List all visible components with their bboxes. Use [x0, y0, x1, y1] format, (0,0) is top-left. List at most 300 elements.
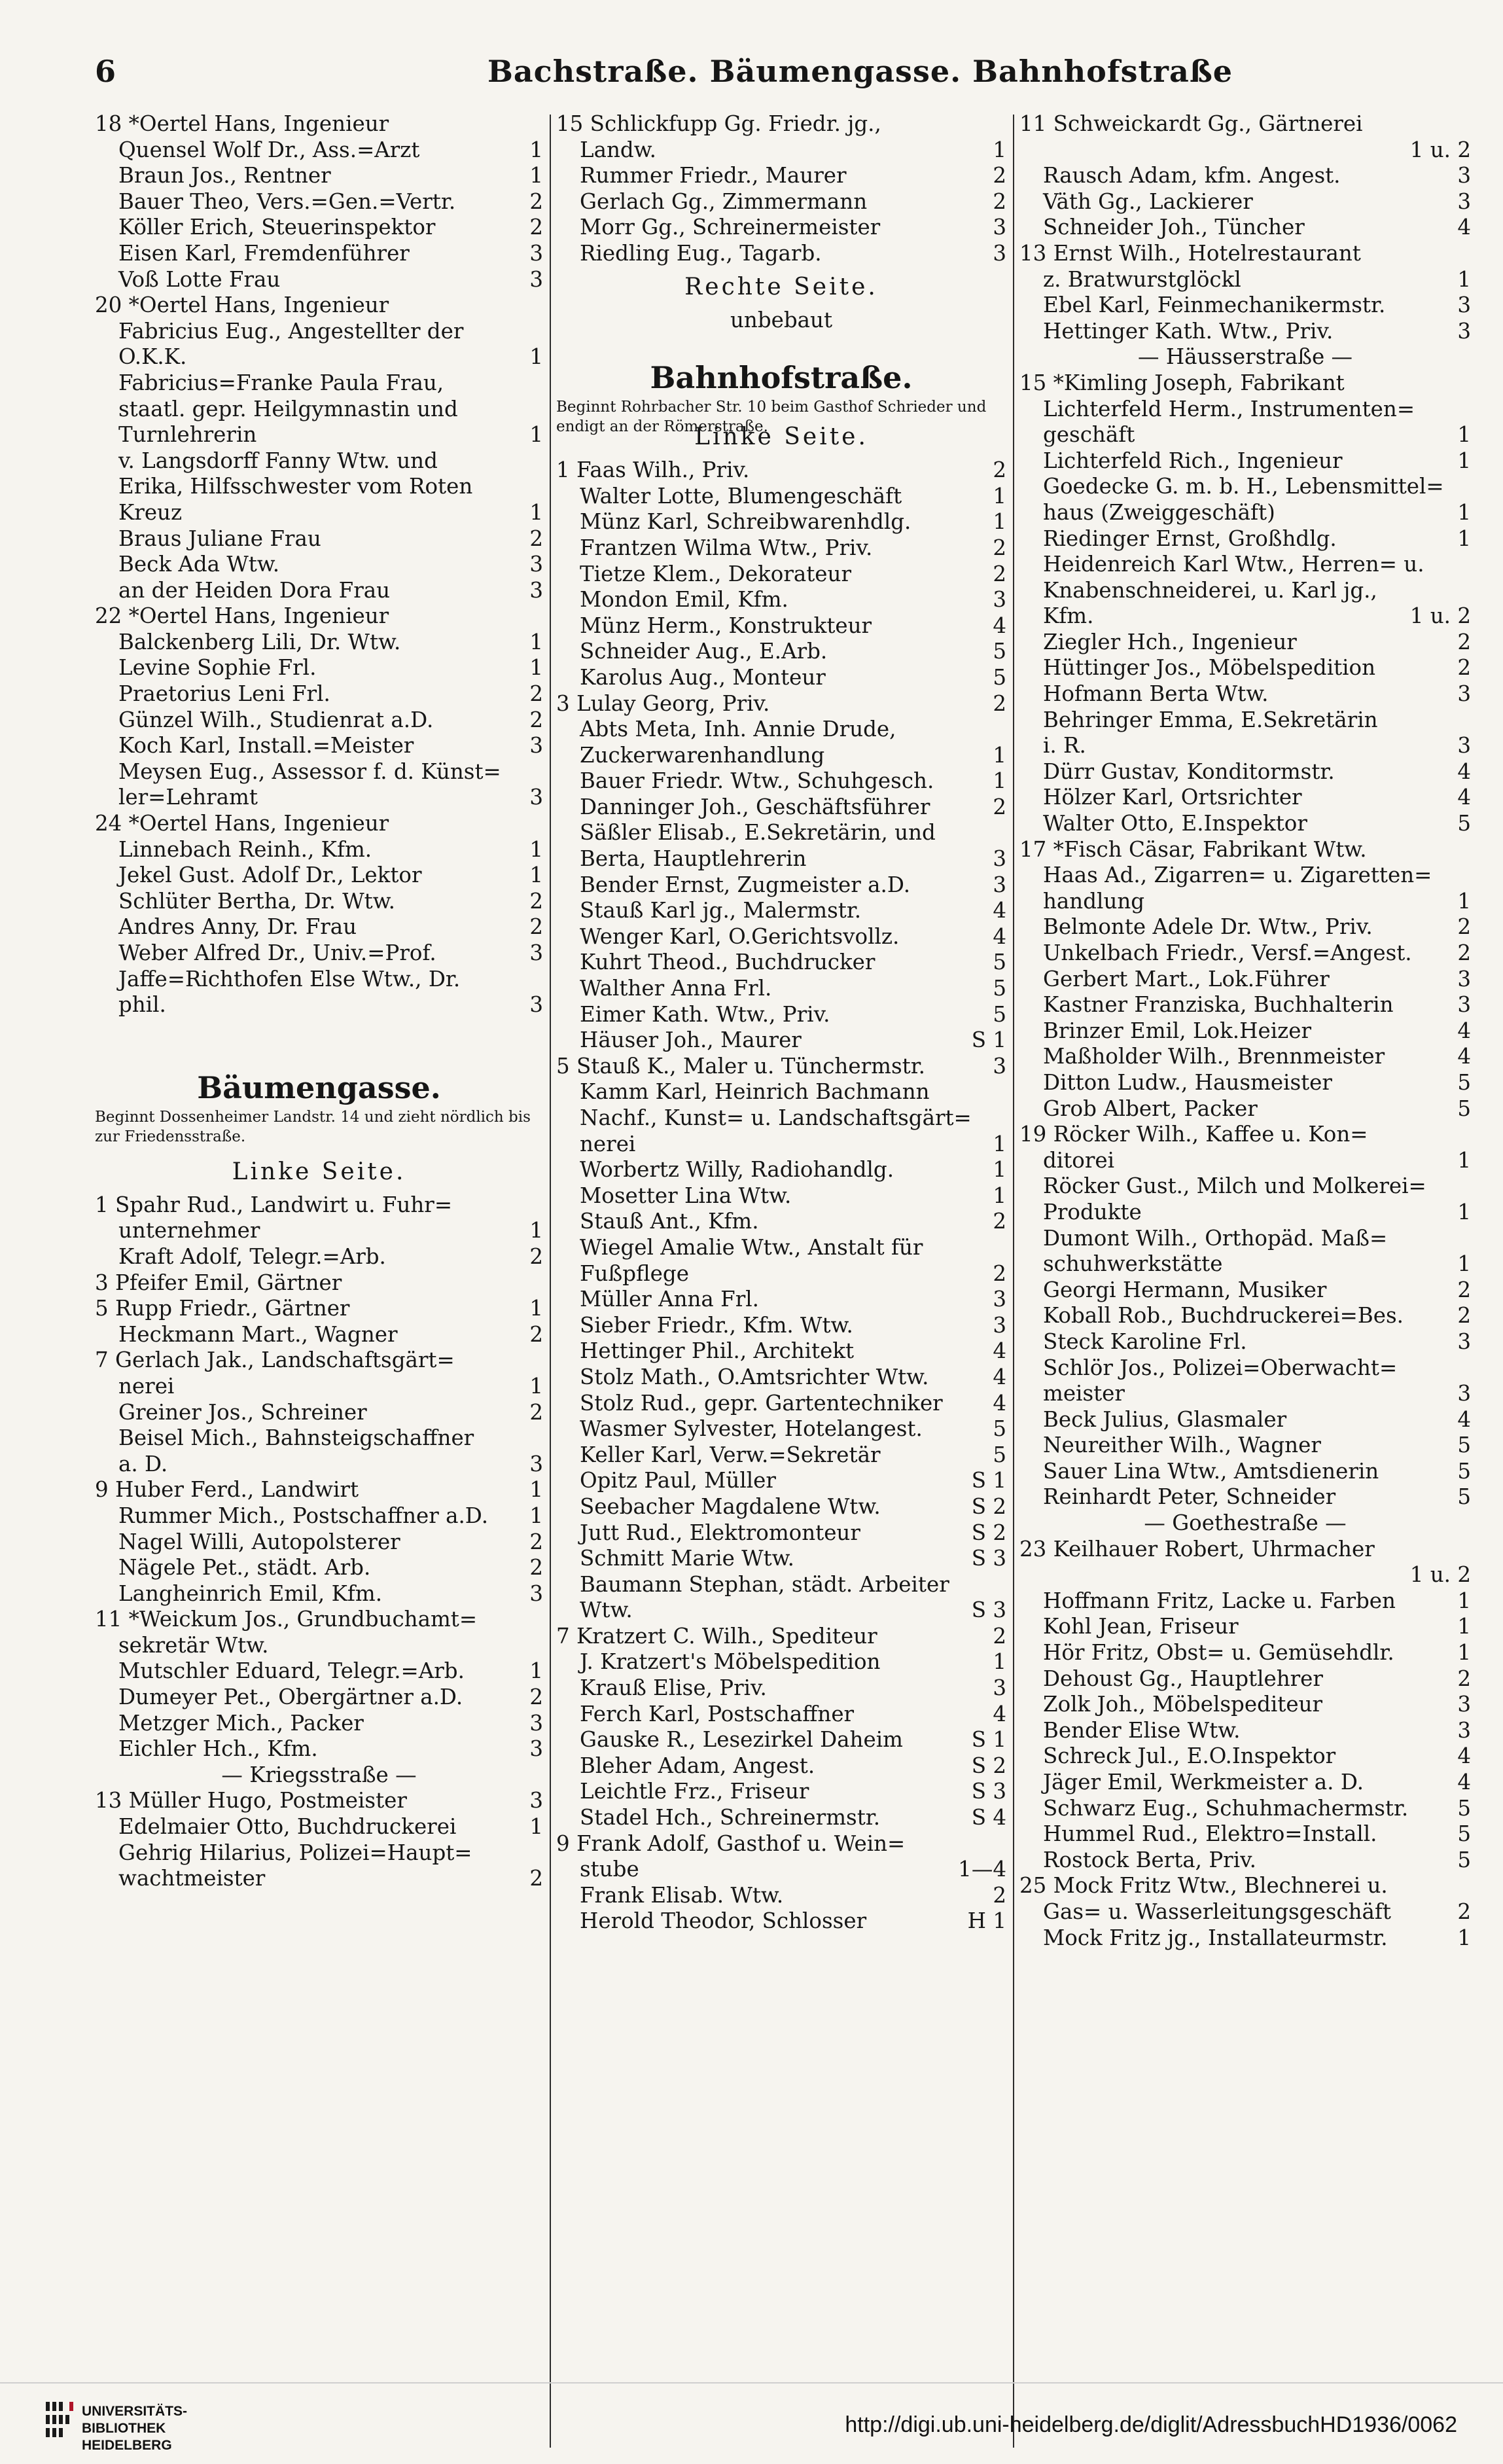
column-divider [550, 115, 551, 2448]
directory-entry [1019, 1614, 1471, 1640]
directory-entry [1019, 1044, 1471, 1070]
directory-entry [1019, 733, 1471, 759]
floor-number: 2 [529, 1685, 543, 1710]
entry-text: Bleher Adam, Angest. [580, 1753, 815, 1778]
floor-number: 3 [993, 1675, 1006, 1701]
directory-entry [556, 1442, 1006, 1469]
entry-text: Schreck Jul., E.O.Inspektor [1043, 1743, 1336, 1769]
floor-number: 5 [1457, 1821, 1471, 1847]
directory-entry [95, 1425, 543, 1452]
entry-text: Produkte [1043, 1199, 1142, 1224]
directory-entry [95, 397, 543, 423]
entry-text: Gerbert Mart., Lok.Führer [1043, 966, 1330, 991]
entry-text: Sieber Friedr., Kfm. Wtw. [580, 1312, 853, 1338]
entry-text: Lichterfeld Herm., Instrumenten= [1043, 396, 1415, 421]
directory-entry [556, 1054, 1006, 1080]
floor-number: 1 [529, 163, 543, 188]
directory-entry [556, 717, 1006, 743]
floor-number: S 2 [971, 1493, 1006, 1519]
entry-text: Hofmann Berta Wtw. [1043, 681, 1269, 707]
directory-entry [1019, 189, 1471, 215]
directory-entry [1019, 1251, 1471, 1277]
entry-text: Heckmann Mart., Wagner [118, 1321, 398, 1347]
directory-entry [95, 1192, 543, 1219]
floor-number: 3 [1457, 188, 1471, 214]
entry-text: i. R. [1043, 733, 1086, 759]
directory-entry [556, 639, 1006, 665]
entry-text: Mock Fritz jg., Installateurmstr. [1043, 1925, 1388, 1950]
entry-text: Dumont Wilh., Orthopäd. Maß= [1043, 1225, 1388, 1251]
entry-text: Nagel Willi, Autopolsterer [118, 1529, 400, 1554]
floor-number: S 3 [971, 1598, 1006, 1623]
entry-text: 3 Pfeifer Emil, Gärtner [95, 1270, 342, 1295]
directory-entry [1019, 1433, 1471, 1459]
entry-text: Erika, Hilfsschwester vom Roten [118, 474, 473, 499]
entry-text: Lichterfeld Rich., Ingenieur [1043, 448, 1343, 473]
directory-entry [95, 370, 543, 397]
entry-text: Müller Anna Frl. [580, 1287, 759, 1312]
entry-text: z. Bratwurstglöckl [1043, 266, 1241, 292]
entry-text: 7 Kratzert C. Wilh., Spediteur [556, 1623, 877, 1649]
entry-text: Schlör Jos., Polizei=Oberwacht= [1043, 1355, 1398, 1380]
library-logo-text [82, 2403, 187, 2454]
floor-number: 2 [529, 914, 543, 940]
entry-text: 15 *Kimling Joseph, Fabrikant [1019, 370, 1345, 395]
directory-entry [95, 1218, 543, 1244]
floor-number: 2 [529, 526, 543, 551]
floor-number: 4 [993, 898, 1006, 923]
directory-entry [556, 535, 1006, 562]
entry-text: Unkelbach Friedr., Versf.=Angest. [1043, 940, 1412, 965]
directory-entry [556, 743, 1006, 769]
entry-text: Beginnt Dossenheimer Landstr. 14 und zieht nördlich bis zur Friedensstraße. [95, 1108, 531, 1145]
directory-entry [1019, 707, 1471, 734]
floor-number: S 2 [971, 1753, 1006, 1778]
floor-number: 5 [1457, 811, 1471, 836]
entry-text: Ziegler Hch., Ingenieur [1043, 629, 1297, 654]
directory-entry [95, 1296, 543, 1322]
directory-entry [556, 587, 1006, 613]
floor-number: 2 [993, 561, 1006, 586]
entry-text: Sauer Lina Wtw., Amtsdienerin [1043, 1458, 1379, 1484]
side-heading [556, 267, 1006, 308]
directory-entry [1019, 1148, 1471, 1174]
directory-entry [556, 1857, 1006, 1883]
entry-text: Quensel Wolf Dr., Ass.=Arzt [118, 137, 420, 162]
entry-text: nerei [118, 1373, 175, 1399]
floor-number: 2 [993, 535, 1006, 560]
floor-number: 1 [529, 836, 543, 862]
directory-entry [95, 785, 543, 811]
entry-text: Frantzen Wilma Wtw., Priv. [580, 535, 873, 560]
entry-text: Kfm. [1043, 603, 1094, 629]
entry-text: Kraft Adolf, Telegr.=Arb. [118, 1243, 386, 1269]
entry-text: Zolk Joh., Möbelspediteur [1043, 1692, 1323, 1717]
directory-entry [1019, 1277, 1471, 1304]
entry-text: Maßholder Wilh., Brennmeister [1043, 1044, 1385, 1069]
entry-text: Jaffe=Richthofen Else Wtw., Dr. [118, 966, 461, 991]
directory-entry [95, 992, 543, 1018]
entry-text: Rechte Seite. [684, 273, 878, 300]
entry-text: Karolus Aug., Monteur [580, 664, 826, 690]
entry-text: Metzger Mich., Packer [118, 1710, 364, 1736]
floor-number: 3 [529, 940, 543, 965]
entry-text: Danninger Joh., Geschäftsführer [580, 794, 930, 819]
entry-text: 17 *Fisch Cäsar, Fabrikant Wtw. [1019, 836, 1367, 862]
source-url[interactable]: http://digi.ub.uni-heidelberg.de/diglit/AdressbuchHD1936/0062 [845, 2412, 1457, 2437]
floor-number: 2 [529, 707, 543, 732]
floor-number: 1 u. 2 [1409, 603, 1471, 629]
floor-number: 3 [993, 1287, 1006, 1312]
page-number: 6 [95, 54, 116, 89]
entry-text: handlung [1043, 888, 1145, 914]
floor-number: 2 [529, 888, 543, 914]
floor-number: 2 [1457, 1277, 1471, 1302]
floor-number: 1 u. 2 [1409, 1562, 1471, 1588]
directory-entry [95, 603, 543, 630]
directory-entry [95, 1658, 543, 1685]
floor-number: 5 [1457, 1484, 1471, 1510]
floor-number: 4 [993, 923, 1006, 949]
entry-text: Fabricius=Franke Paula Frau, [118, 370, 444, 395]
floor-number: 5 [993, 1416, 1006, 1442]
footer-divider [0, 2382, 1503, 2384]
directory-entry [556, 898, 1006, 924]
floor-number: H 1 [967, 1908, 1006, 1934]
floor-number: 2 [1457, 940, 1471, 965]
entry-text: Schwarz Eug., Schuhmachermstr. [1043, 1795, 1409, 1821]
directory-entry [1019, 319, 1471, 345]
entry-text: Rummer Friedr., Maurer [580, 163, 847, 188]
directory-entry [1019, 215, 1471, 241]
floor-number: 3 [1457, 293, 1471, 318]
floor-number: 5 [1457, 1433, 1471, 1458]
floor-number: 2 [993, 1209, 1006, 1234]
directory-entry [1019, 1821, 1471, 1848]
directory-entry [95, 1452, 543, 1478]
directory-entry [95, 137, 543, 164]
entry-text: 11 *Weickum Jos., Grundbuchamt= [95, 1607, 478, 1632]
floor-number: 4 [1457, 1406, 1471, 1432]
directory-entry [95, 422, 543, 448]
directory-entry [1019, 630, 1471, 656]
entry-text: Koball Rob., Buchdruckerei=Bes. [1043, 1303, 1404, 1329]
directory-entry [95, 1244, 543, 1270]
entry-text: Stolz Rud., gepr. Gartentechniker [580, 1390, 943, 1416]
directory-entry [95, 1762, 543, 1789]
directory-entry [1019, 267, 1471, 293]
floor-number: 2 [529, 1321, 543, 1347]
directory-entry [556, 163, 1006, 189]
entry-text: Linnebach Reinh., Kfm. [118, 836, 372, 862]
directory-entry [556, 795, 1006, 821]
entry-text: 15 Schlickfupp Gg. Friedr. jg., [556, 111, 881, 136]
directory-entry [556, 1468, 1006, 1494]
entry-text: Wenger Karl, O.Gerichtsvollz. [580, 923, 900, 949]
entry-text: 1 Spahr Rud., Landwirt u. Fuhr= [95, 1192, 453, 1217]
entry-text: Levine Sophie Frl. [118, 655, 317, 681]
directory-entry [556, 924, 1006, 950]
directory-entry [556, 1702, 1006, 1728]
logo-line: HEIDELBERG [82, 2438, 172, 2453]
entry-text: an der Heiden Dora Frau [118, 577, 391, 603]
directory-entry [556, 484, 1006, 510]
directory-entry [556, 189, 1006, 215]
entry-text: Bauer Theo, Vers.=Gen.=Vertr. [118, 188, 456, 214]
entry-text: Walther Anna Frl. [580, 976, 772, 1001]
directory-entry [95, 215, 543, 241]
entry-text: Mosetter Lina Wtw. [580, 1183, 792, 1208]
floor-number: 2 [529, 1866, 543, 1891]
floor-number: 1 [1457, 1614, 1471, 1639]
floor-number: 1 [529, 499, 543, 525]
entry-text: Eisen Karl, Fremdenführer [118, 240, 410, 266]
floor-number: 1 [1457, 1588, 1471, 1613]
entry-text: Steck Karoline Frl. [1043, 1329, 1247, 1354]
entry-text: Dürr Gustav, Konditormstr. [1043, 759, 1335, 784]
floor-number: 1 [1457, 422, 1471, 448]
entry-text: Beck Ada Wtw. [118, 552, 280, 577]
floor-number: 3 [993, 240, 1006, 266]
entry-text: Ditton Ludw., Hausmeister [1043, 1069, 1332, 1095]
entry-text: Kamm Karl, Heinrich Bachmann [580, 1079, 930, 1105]
directory-entry [556, 1002, 1006, 1028]
entry-text: Kreuz [118, 499, 183, 525]
directory-entry [1019, 1562, 1471, 1588]
directory-entry [556, 1598, 1006, 1624]
floor-number: 1—4 [958, 1857, 1006, 1882]
directory-entry [556, 1157, 1006, 1183]
directory-entry [95, 759, 543, 785]
floor-number: 4 [1457, 1743, 1471, 1769]
directory-entry [95, 940, 543, 967]
entry-text: 9 Frank Adolf, Gasthof u. Wein= [556, 1830, 906, 1856]
floor-number: 1 [1457, 888, 1471, 914]
floor-number: 3 [1457, 163, 1471, 188]
entry-text: Greiner Jos., Schreiner [118, 1399, 367, 1425]
directory-entry [556, 308, 1006, 334]
directory-entry [1019, 137, 1471, 164]
directory-entry [556, 820, 1006, 846]
entry-text: Koch Karl, Install.=Meister [118, 733, 414, 759]
directory-entry [1019, 1173, 1471, 1200]
entry-text: Ebel Karl, Feinmechanikermstr. [1043, 293, 1386, 318]
floor-number: 5 [1457, 1096, 1471, 1121]
directory-entry [95, 1685, 543, 1711]
floor-number: 5 [993, 1442, 1006, 1467]
directory-entry [556, 1675, 1006, 1702]
directory-entry [1019, 1122, 1471, 1148]
entry-text: schuhwerkstätte [1043, 1251, 1223, 1277]
entry-text: Morr Gg., Schreinermeister [580, 215, 881, 240]
entry-text: Landw. [580, 137, 656, 162]
floor-number: 3 [993, 587, 1006, 613]
entry-text: Dumeyer Pet., Obergärtner a.D. [118, 1685, 463, 1710]
entry-text: Grob Albert, Packer [1043, 1096, 1258, 1121]
directory-entry [1019, 1899, 1471, 1925]
directory-entry [1019, 500, 1471, 526]
floor-number: 1 [993, 1649, 1006, 1675]
entry-text: 20 *Oertel Hans, Ingenieur [95, 293, 389, 318]
entry-text: 13 Müller Hugo, Postmeister [95, 1788, 407, 1813]
directory-entry [556, 976, 1006, 1002]
street-heading [556, 358, 1006, 397]
directory-entry [1019, 1770, 1471, 1796]
floor-number: 1 [529, 629, 543, 654]
entry-text: Hölzer Karl, Ortsrichter [1043, 785, 1302, 810]
entry-text: stube [580, 1857, 639, 1882]
directory-entry [1019, 370, 1471, 397]
entry-text: Abts Meta, Inh. Annie Drude, [580, 717, 896, 742]
directory-entry [95, 1788, 543, 1814]
floor-number: 3 [1457, 1329, 1471, 1354]
entry-text: Münz Karl, Schreibwarenhdlg. [580, 509, 911, 535]
directory-entry [556, 1727, 1006, 1753]
entry-text: Belmonte Adele Dr. Wtw., Priv. [1043, 914, 1373, 940]
directory-entry [556, 665, 1006, 691]
directory-entry [95, 1322, 543, 1348]
directory-entry [556, 509, 1006, 535]
directory-entry [556, 1079, 1006, 1105]
floor-number: 3 [993, 1053, 1006, 1079]
entry-text: Langheinrich Emil, Kfm. [118, 1580, 383, 1606]
directory-entry [95, 1400, 543, 1426]
directory-entry [556, 1908, 1006, 1935]
entry-text: Hettinger Kath. Wtw., Priv. [1043, 318, 1334, 344]
floor-number: 4 [993, 1364, 1006, 1389]
directory-entry [1019, 837, 1471, 863]
entry-text: haus (Zweiggeschäft) [1043, 499, 1275, 525]
directory-entry [1019, 1329, 1471, 1355]
directory-entry [1019, 1381, 1471, 1407]
directory-entry [556, 111, 1006, 137]
directory-entry [1019, 914, 1471, 940]
entry-text: Berta, Hauptlehrerin [580, 846, 807, 872]
entry-text: Mondon Emil, Kfm. [580, 587, 788, 613]
entry-text: 3 Lulay Georg, Priv. [556, 690, 770, 716]
directory-entry [95, 1840, 543, 1866]
directory-entry [556, 1805, 1006, 1831]
directory-entry [556, 241, 1006, 267]
floor-number: 3 [529, 240, 543, 266]
entry-text: 9 Huber Ferd., Landwirt [95, 1477, 359, 1503]
column-divider [1013, 115, 1014, 2448]
directory-entry [1019, 1226, 1471, 1252]
entry-text: Weber Alfred Dr., Univ.=Prof. [118, 940, 436, 965]
spacer [95, 1018, 543, 1043]
entry-text: Haas Ad., Zigarren= u. Zigaretten= [1043, 863, 1432, 888]
floor-number: 3 [1457, 966, 1471, 991]
floor-number: 4 [1457, 1018, 1471, 1043]
directory-entry [1019, 1484, 1471, 1510]
directory-entry [95, 1814, 543, 1840]
floor-number: 1 [529, 655, 543, 681]
entry-text: Gerlach Gg., Zimmermann [580, 188, 868, 214]
directory-entry [1019, 1873, 1471, 1899]
directory-entry [95, 837, 543, 863]
directory-entry [1019, 603, 1471, 630]
entry-text: Leichtle Frz., Friseur [580, 1779, 809, 1804]
directory-entry [95, 344, 543, 370]
entry-text: Herold Theodor, Schlosser [580, 1908, 867, 1934]
directory-entry [95, 448, 543, 474]
directory-entry [95, 1503, 543, 1529]
directory-entry [1019, 889, 1471, 915]
floor-number: 3 [529, 266, 543, 292]
entry-text: Köller Erich, Steuerinspektor [118, 215, 436, 240]
directory-entry [556, 1105, 1006, 1132]
entry-text: Braun Jos., Rentner [118, 163, 331, 188]
entry-text: — Häusserstraße — [1137, 344, 1353, 370]
directory-entry [556, 846, 1006, 872]
floor-number: 2 [993, 690, 1006, 716]
directory-entry [556, 1313, 1006, 1339]
entry-text: ler=Lehramt [118, 785, 258, 810]
entry-text: Reinhardt Peter, Schneider [1043, 1484, 1336, 1510]
entry-text: Seebacher Magdalene Wtw. [580, 1493, 881, 1519]
entry-text: Linke Seite. [232, 1158, 406, 1185]
floor-number: 1 [529, 1814, 543, 1840]
floor-number: 3 [529, 733, 543, 759]
entry-text: Schmitt Marie Wtw. [580, 1546, 794, 1571]
entry-text: Wiegel Amalie Wtw., Anstalt für [580, 1234, 923, 1260]
directory-entry [1019, 1743, 1471, 1770]
floor-number: 2 [529, 215, 543, 240]
entry-text: Turnlehrerin [118, 422, 257, 448]
floor-number: 1 [529, 422, 543, 448]
directory-entry [95, 1348, 543, 1374]
entry-text: Jekel Gust. Adolf Dr., Lektor [118, 863, 422, 888]
directory-column-2 [556, 111, 1006, 1935]
entry-text: Tietze Klem., Dekorateur [580, 561, 851, 586]
entry-text: v. Langsdorff Fanny Wtw. und [118, 448, 438, 473]
entry-text: 11 Schweickardt Gg., Gärtnerei [1019, 111, 1363, 136]
directory-entry [1019, 474, 1471, 500]
directory-entry [556, 1831, 1006, 1857]
directory-entry [95, 630, 543, 656]
entry-text: Andres Anny, Dr. Frau [118, 914, 357, 940]
entry-text: Behringer Emma, E.Sekretärin [1043, 707, 1378, 732]
entry-text: Eimer Kath. Wtw., Priv. [580, 1001, 830, 1027]
directory-entry [1019, 863, 1471, 889]
entry-text: Opitz Paul, Müller [580, 1468, 776, 1493]
floor-number: 3 [993, 1312, 1006, 1338]
entry-text: Dehoust Gg., Hauptlehrer [1043, 1666, 1323, 1691]
entry-text: Beck Julius, Glasmaler [1043, 1406, 1287, 1432]
entry-text: Hüttinger Jos., Möbelspedition [1043, 655, 1376, 681]
directory-entry [95, 552, 543, 578]
floor-number: 3 [1457, 681, 1471, 707]
floor-number: 4 [1457, 1770, 1471, 1794]
directory-entry [556, 1416, 1006, 1442]
directory-entry [95, 889, 543, 915]
directory-entry [556, 1027, 1006, 1054]
floor-number: 2 [993, 188, 1006, 214]
entry-text: Kastner Franziska, Buchhalterin [1043, 992, 1394, 1018]
directory-column-1 [95, 111, 543, 1892]
entry-text: 18 *Oertel Hans, Ingenieur [95, 111, 389, 136]
entry-text: Bauer Friedr. Wtw., Schuhgesch. [580, 768, 934, 794]
floor-number: 2 [1457, 914, 1471, 940]
floor-number: S 1 [971, 1027, 1006, 1053]
directory-entry [556, 562, 1006, 588]
entry-text: Meysen Eug., Assessor f. d. Künst= [118, 759, 501, 784]
directory-entry [1019, 578, 1471, 604]
entry-text: Worbertz Willy, Radiohandlg. [580, 1157, 894, 1183]
floor-number: 5 [993, 950, 1006, 975]
entry-text: unbebaut [730, 307, 833, 332]
directory-entry [1019, 422, 1471, 448]
